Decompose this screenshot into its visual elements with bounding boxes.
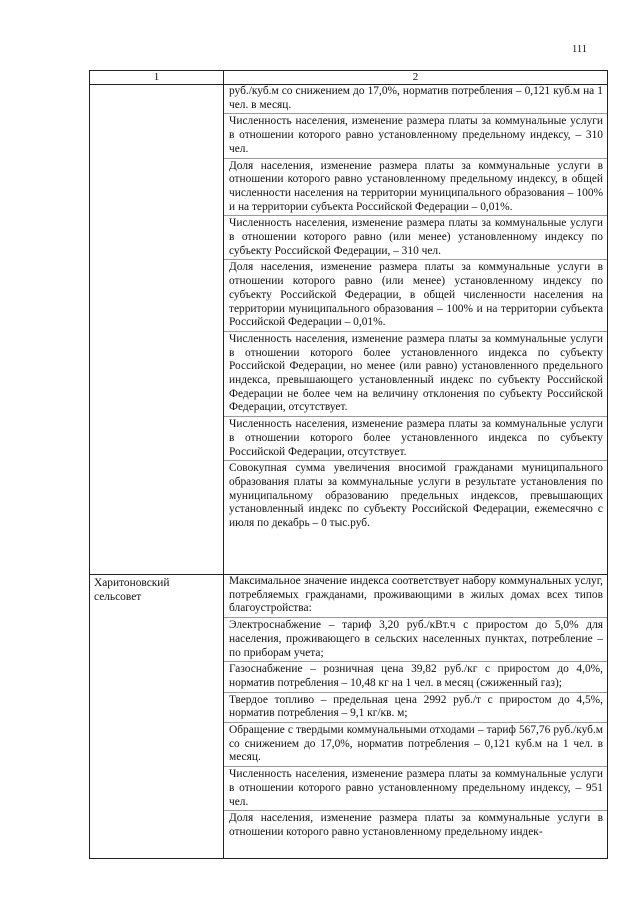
- paragraph: Доля населения, изменение размера платы за коммунальные услуги в отношении которого равно установленному предельному индек-: [224, 810, 607, 839]
- paragraph: Совокупная сумма увеличения вносимой гражданами муниципального образования платы за коммунальные услуги в результате установления по муниципальному образованию предельных индексов, превышающих установленный индекс по субъекту Российской Федерации, ежемесячно с июля по декабрь – 0 тыс.руб.: [224, 460, 607, 531]
- paragraph: Численность населения, изменение размера платы за коммунальные услуги в отношении которого равно установленному предельному индексу, – 310 чел.: [224, 113, 607, 156]
- paragraph: Обращение с твердыми коммунальными отходами – тариф 567,76 руб./куб.м со снижением до 17,0%, норматив потребления – 0,121 куб.м на 1 чел. в месяц.: [224, 722, 607, 765]
- municipality-cell: [90, 575, 224, 859]
- table-row: [90, 575, 608, 859]
- description-cell: [224, 575, 608, 859]
- column-header-1: 1: [90, 71, 224, 85]
- page-number: 111: [572, 44, 587, 55]
- paragraph: Максимальное значение индекса соответствует набору коммунальных услуг, потребляемых гражданами, проживающими в жилых домах всех типов благоустройства:: [229, 575, 603, 615]
- paragraph: Численность населения, изменение размера платы за коммунальные услуги в отношении которого более установленного индекса по субъекту Российской Федерации, отсутствует.: [224, 416, 607, 459]
- table-row: [90, 85, 608, 575]
- table-header-row: [90, 71, 608, 85]
- paragraph: Доля населения, изменение размера платы за коммунальные услуги в отношении которого равно (или менее) установленному индексу по субъекту Российской Федерации, в общей численности населения на территории муниципального образования – 100% и на территории субъекта Российской Федерации – 0,01%.: [224, 259, 607, 330]
- paragraph: Численность населения, изменение размера платы за коммунальные услуги в отношении которого равно (или менее) установленному индексу по субъекту Российской Федерации, – 310 чел.: [224, 215, 607, 258]
- paragraph: Численность населения, изменение размера платы за коммунальные услуги в отношении которого более установленного индекса по субъекту Российской Федерации, но менее (или равно) установленного предельного индекса, превышающего установленный индекс по субъекту Российской Федерации не более чем на величину отклонения по субъекту Российской Федерации, отсутствует.: [224, 331, 607, 415]
- paragraph: Твердое топливо – предельная цена 2992 руб./т с приростом до 4,5%, норматив потребления – 9,1 кг/кв. м;: [224, 692, 607, 721]
- paragraph: Доля населения, изменение размера платы за коммунальные услуги в отношении которого равно установленному предельному индексу, в общей численности населения на территории муниципального образования – 100% и на территории субъекта Российской Федерации – 0,01%.: [224, 158, 607, 215]
- paragraph: Газоснабжение – розничная цена 39,82 руб./кг с приростом до 4,0%, норматив потребления – 10,48 кг на 1 чел. в месяц (сжиженный газ);: [224, 661, 607, 690]
- paragraph: Численность населения, изменение размера платы за коммунальные услуги в отношении которого равно установленному предельному индексу, – 951 чел.: [224, 766, 607, 809]
- municipality-name: [90, 85, 223, 87]
- municipality-cell: [90, 85, 224, 575]
- paragraph: Электроснабжение – тариф 3,20 руб./кВт.ч с приростом до 5,0% для населения, проживающего в сельских населенных пунктах, потребление – по приборам учета;: [224, 617, 607, 660]
- data-table: [89, 70, 608, 859]
- municipality-name: Харитоновский сельсовет: [94, 577, 170, 603]
- description-cell: [224, 85, 608, 575]
- column-header-2: 2: [224, 71, 608, 85]
- paragraph: руб./куб.м со снижением до 17,0%, норматив потребления – 0,121 куб.м на 1 чел. в месяц.: [229, 85, 603, 111]
